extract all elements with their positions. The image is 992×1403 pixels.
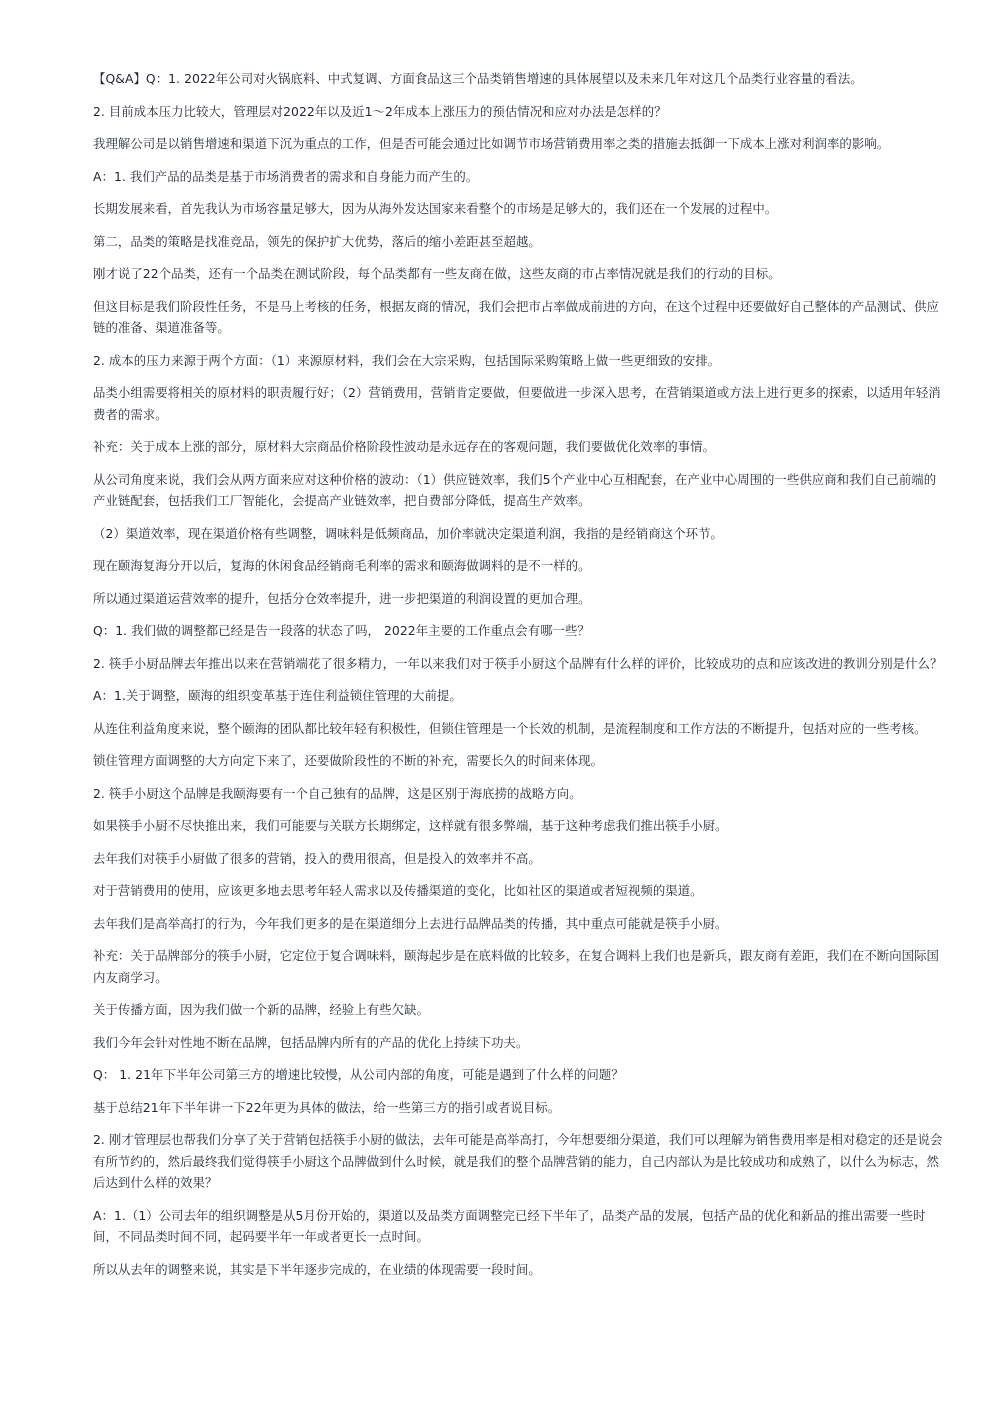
paragraph: 所以从去年的调整来说，其实是下半年逐步完成的，在业绩的体现需要一段时间。 xyxy=(93,1261,541,1277)
paragraph: 品类小组需要将相关的原材料的职责履行好；（2）营销费用，营销肯定要做，但要做进一步深入思考，在营销渠道或方法上进行更多的探索，以适用年轻消费者的需求。 xyxy=(93,385,941,422)
paragraph: 我理解公司是以销售增速和渠道下沉为重点的工作，但是否可能会通过比如调节市场营销费用率之类的措施去抵御一下成本上涨对利润率的影响。 xyxy=(93,136,890,151)
paragraph: 所以通过渠道运营效率的提升，包括分仓效率提升，进一步把渠道的利润设置的更加合理。 xyxy=(93,590,591,606)
paragraph: 从连住利益角度来说，整个颐海的团队都比较年轻有积极性，但锁住管理是一个长效的机制，是流程制度和工作方法的不断提升，包括对应的一些考核。 xyxy=(93,720,927,736)
paragraph: 去年我们是高举高打的行为，今年我们更多的是在渠道细分上去进行品牌品类的传播，其中重点可能就是筷手小厨。 xyxy=(93,915,728,931)
paragraph: 对于营销费用的使用，应该更多地去思考年轻人需求以及传播渠道的变化，比如社区的渠道或者短视频的渠道。 xyxy=(93,883,703,898)
paragraph: 长期发展来看，首先我认为市场容量足够大，因为从海外发达国家来看整个的市场是足够大的，我们还在一个发展的过程中。 xyxy=(93,201,778,216)
paragraph: A：1.（1）公司去年的组织调整是从5月份开始的，渠道以及品类方面调整完已经下半年了，品类产品的发展，包括产品的优化和新品的推出需要一些时间，不同品类时间不同，起码要半年一年或者更长一点时间。 xyxy=(93,1207,926,1244)
paragraph: A：1. 我们产品的品类是基于市场消费者的需求和自身能力而产生的。 xyxy=(93,168,479,184)
paragraph: 现在颐海复海分开以后，复海的休闲食品经销商毛利率的需求和颐海做调料的是不一样的。 xyxy=(93,558,591,573)
paragraph: 2. 筷手小厨这个品牌是我颐海要有一个自己独有的品牌，这是区别于海底捞的战略方向。 xyxy=(93,785,582,801)
paragraph: 2. 筷手小厨品牌去年推出以来在营销端花了很多精力，一年以来我们对于筷手小厨这个品牌有什么样的评价，比较成功的点和应该改进的教训分别是什么？ xyxy=(93,655,943,671)
paragraph: A：1.关于调整，颐海的组织变革基于连住利益锁住管理的大前提。 xyxy=(93,688,462,703)
paragraph: 2. 成本的压力来源于两个方面：（1）来源原材料，我们会在大宗采购，包括国际采购策略上做一些更细致的安排。 xyxy=(93,352,721,368)
paragraph: 如果筷手小厨不尽快推出来，我们可能要与关联方长期绑定，这样就有很多弊端，基于这种考虑我们推出筷手小厨。 xyxy=(93,818,728,833)
paragraph: Q： 1. 21年下半年公司第三方的增速比较慢，从公司内部的角度，可能是遇到了什么样的问题？ xyxy=(93,1067,624,1082)
paragraph: 从公司角度来说，我们会从两方面来应对这种价格的波动：（1）供应链效率，我们5个产业中心互相配套，在产业中心周围的一些供应商和我们自己前端的产业链配套，包括我们工厂智能化，会提高产业链效率，把自费部分降低，提高生产效率。 xyxy=(93,471,937,508)
paragraph: 基于总结21年下半年讲一下22年更为具体的做法，给一些第三方的指引或者说目标。 xyxy=(93,1099,561,1115)
paragraph: 去年我们对筷手小厨做了很多的营销，投入的费用很高，但是投入的效率并不高。 xyxy=(93,850,541,866)
paragraph: Q：1. 我们做的调整都已经是告一段落的状态了吗， 2022年主要的工作重点会有哪一些？ xyxy=(93,623,590,638)
paragraph: 补充：关于品牌部分的筷手小厨，它定位于复合调味料，颐海起步是在底料做的比较多，在复合调料上我们也是新兵，跟友商有差距，我们在不断向国际国内友商学习。 xyxy=(93,948,939,985)
paragraph: 补充：关于成本上涨的部分，原材料大宗商品价格阶段性波动是永远存在的客观问题，我们要做优化效率的事情。 xyxy=(93,439,716,454)
paragraph: 2. 刚才管理层也帮我们分享了关于营销包括筷手小厨的做法，去年可能是高举高打，今年想要细分渠道，我们可以理解为销售费用率是相对稳定的还是说会有所节约的，然后最终我们觉得筷手小厨这个品牌做到什么时候，就是我们的整个品牌营销的能力，自己内部认为是比较成功和成熟了，以什么为标志，然后达到什么样的效果？ xyxy=(93,1132,943,1190)
paragraph: 我们今年会针对性地不断在品牌，包括品牌内所有的产品的优化上持续下功夫。 xyxy=(93,1034,529,1050)
paragraph: （2）渠道效率，现在渠道价格有些调整，调味料是低频商品，加价率就决定渠道利润，我指的是经销商这个环节。 xyxy=(93,525,723,541)
paragraph: 2. 目前成本压力比较大，管理层对2022年以及近1～2年成本上涨压力的预估情况和应对办法是怎样的？ xyxy=(93,103,667,119)
paragraph: 锁住管理方面调整的大方向定下来了，还要做阶段性的不断的补充，需要长久的时间来体现。 xyxy=(93,753,604,768)
paragraph: 【Q&A】Q：1. 2022年公司对火锅底料、中式复调、方面食品这三个品类销售增速的具体展望以及未来几年对这几个品类行业容量的看法。 xyxy=(93,71,863,86)
paragraph: 关于传播方面，因为我们做一个新的品牌，经验上有些欠缺。 xyxy=(93,1002,429,1017)
paragraph: 第二，品类的策略是找准竞品，领先的保护扩大优势，落后的缩小差距甚至超越。 xyxy=(93,233,541,249)
paragraph: 刚才说了22个品类，还有一个品类在测试阶段，每个品类都有一些友商在做，这些友商的市占率情况就是我们的行动的目标。 xyxy=(93,266,781,281)
document-body xyxy=(93,68,943,1291)
paragraph: 但这目标是我们阶段性任务，不是马上考核的任务，根据友商的情况，我们会把市占率做成前进的方向，在这个过程中还要做好自己整体的产品测试、供应链的准备、渠道准备等。 xyxy=(93,298,939,335)
